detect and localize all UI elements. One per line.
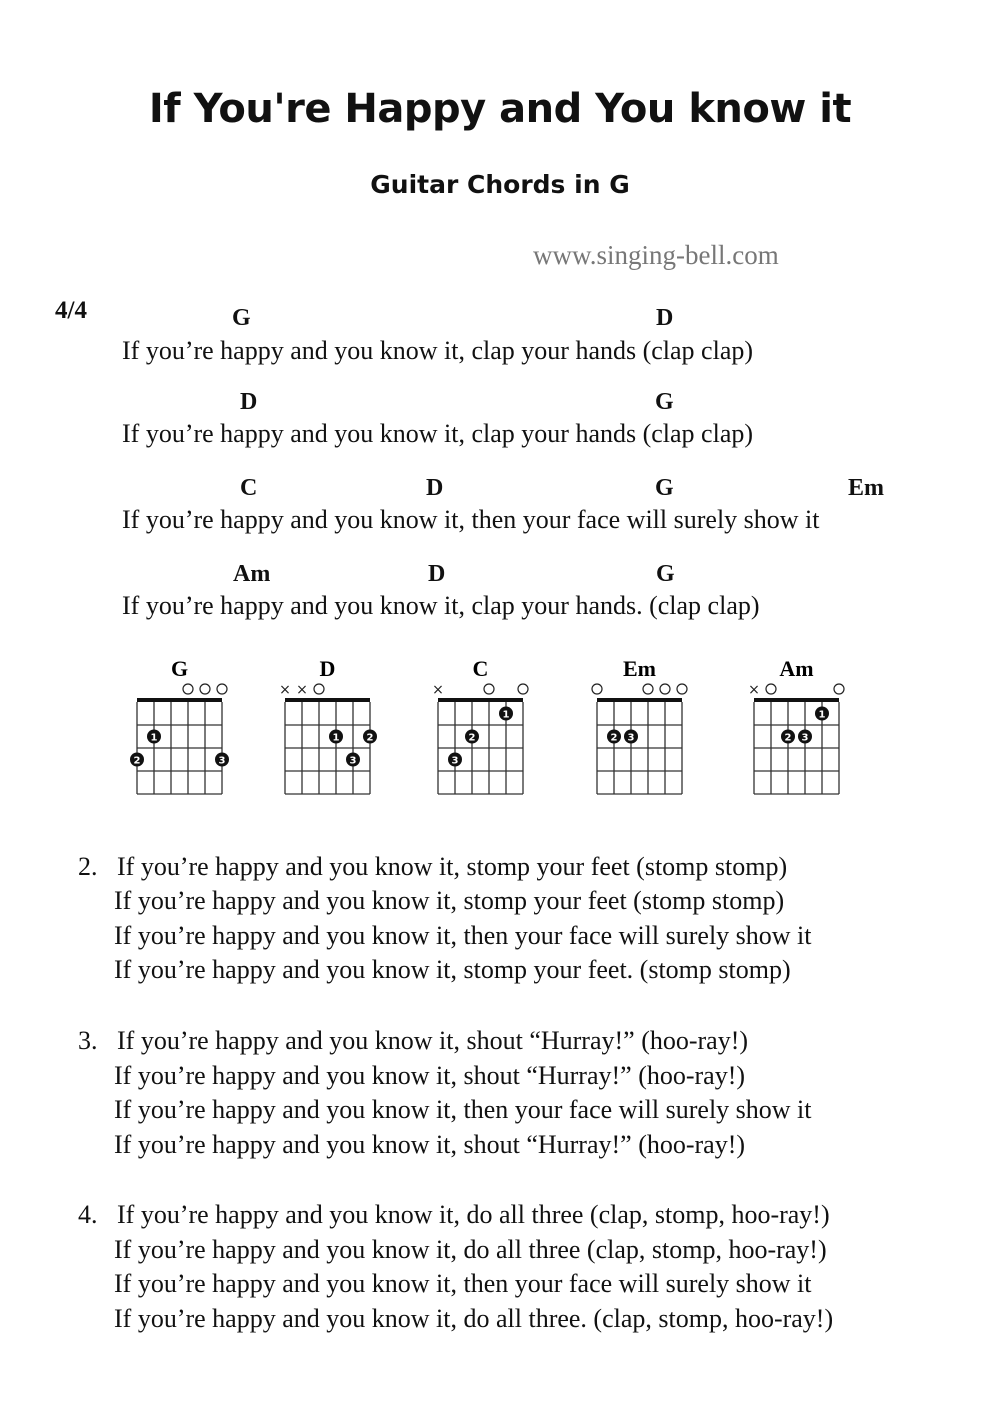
open-string-marker: [183, 684, 193, 694]
open-string-marker: [518, 684, 528, 694]
verse-line: If you’re happy and you know it, do all three (clap, stomp, hoo-ray!): [114, 1235, 827, 1264]
song-subtitle: Guitar Chords in G: [370, 170, 630, 199]
chord-diagram-name: D: [319, 656, 336, 681]
finger-number: 2: [468, 732, 476, 744]
verse-line: If you’re happy and you know it, stomp your feet (stomp stomp): [114, 886, 785, 915]
muted-string-marker: ×: [296, 682, 308, 698]
nut: [137, 698, 222, 702]
finger-number: 1: [332, 732, 340, 744]
open-string-marker: [677, 684, 687, 694]
chord-label: D: [426, 475, 444, 501]
chord-label: D: [428, 561, 446, 587]
nut: [754, 698, 839, 702]
chord-diagram-em: [570, 652, 710, 802]
finger-number: 3: [451, 755, 459, 767]
website-url: www.singing-bell.com: [533, 240, 779, 270]
chord-label: Am: [233, 561, 271, 587]
verse-line: If you’re happy and you know it, do all three (clap, stomp, hoo-ray!): [117, 1200, 830, 1229]
chord-label: G: [655, 389, 674, 415]
open-string-marker: [217, 684, 227, 694]
finger-number: 1: [818, 709, 826, 721]
chord-diagram-g: [110, 652, 250, 802]
chord-label: G: [232, 305, 251, 331]
verse-line: If you’re happy and you know it, shout “Hurray!” (hoo-ray!): [117, 1026, 749, 1055]
time-signature: 4/4: [55, 297, 87, 324]
chord-diagram-am: [727, 652, 867, 802]
open-string-marker: [643, 684, 653, 694]
finger-number: 3: [627, 732, 635, 744]
verse-line: If you’re happy and you know it, then your face will surely show it: [114, 1269, 812, 1298]
nut: [438, 698, 523, 702]
finger-number: 2: [133, 755, 141, 767]
chord-diagram-name: Am: [779, 656, 814, 681]
lyric-line: If you’re happy and you know it, clap your hands. (clap clap): [122, 591, 760, 620]
verse-line: If you’re happy and you know it, do all three. (clap, stomp, hoo-ray!): [114, 1304, 834, 1333]
lyric-line: If you’re happy and you know it, clap your hands (clap clap): [122, 419, 754, 448]
lyric-line: If you’re happy and you know it, clap your hands (clap clap): [122, 336, 754, 365]
chord-diagram-c: [411, 652, 551, 802]
chord-diagram-name: G: [170, 656, 189, 681]
open-string-marker: [834, 684, 844, 694]
chord-label: G: [656, 561, 675, 587]
verse-line: If you’re happy and you know it, stomp your feet (stomp stomp): [117, 852, 788, 881]
chord-label: D: [240, 389, 258, 415]
finger-number: 2: [366, 732, 374, 744]
verse-line: If you’re happy and you know it, stomp your feet. (stomp stomp): [114, 955, 791, 984]
song-title: If You're Happy and You know it: [148, 86, 852, 132]
verse-line: If you’re happy and you know it, then your face will surely show it: [114, 921, 812, 950]
finger-number: 3: [349, 755, 357, 767]
finger-number: 3: [801, 732, 809, 744]
chord-label: C: [240, 475, 258, 501]
finger-number: 2: [784, 732, 792, 744]
muted-string-marker: ×: [748, 682, 760, 698]
verse-line: If you’re happy and you know it, shout “Hurray!” (hoo-ray!): [114, 1061, 746, 1090]
muted-string-marker: ×: [432, 682, 444, 698]
chord-label: G: [655, 475, 674, 501]
finger-number: 3: [218, 755, 226, 767]
chord-diagram-name: C: [472, 656, 489, 681]
muted-string-marker: ×: [279, 682, 291, 698]
verse-line: If you’re happy and you know it, then your face will surely show it: [114, 1095, 812, 1124]
chord-diagram-name: Em: [623, 656, 656, 681]
open-string-marker: [484, 684, 494, 694]
verse-number: 3.: [78, 1026, 98, 1055]
nut: [285, 698, 370, 702]
verse-line: If you’re happy and you know it, shout “Hurray!” (hoo-ray!): [114, 1130, 746, 1159]
chord-label: D: [656, 305, 674, 331]
open-string-marker: [314, 684, 324, 694]
verse-number: 2.: [78, 852, 98, 881]
chord-label: Em: [848, 475, 884, 501]
open-string-marker: [766, 684, 776, 694]
verse-number: 4.: [78, 1200, 98, 1229]
finger-number: 1: [150, 732, 158, 744]
lyric-line: If you’re happy and you know it, then your face will surely show it: [122, 505, 820, 534]
open-string-marker: [592, 684, 602, 694]
chord-diagram-d: [258, 652, 398, 802]
open-string-marker: [660, 684, 670, 694]
open-string-marker: [200, 684, 210, 694]
nut: [597, 698, 682, 702]
finger-number: 1: [502, 709, 510, 721]
finger-number: 2: [610, 732, 618, 744]
